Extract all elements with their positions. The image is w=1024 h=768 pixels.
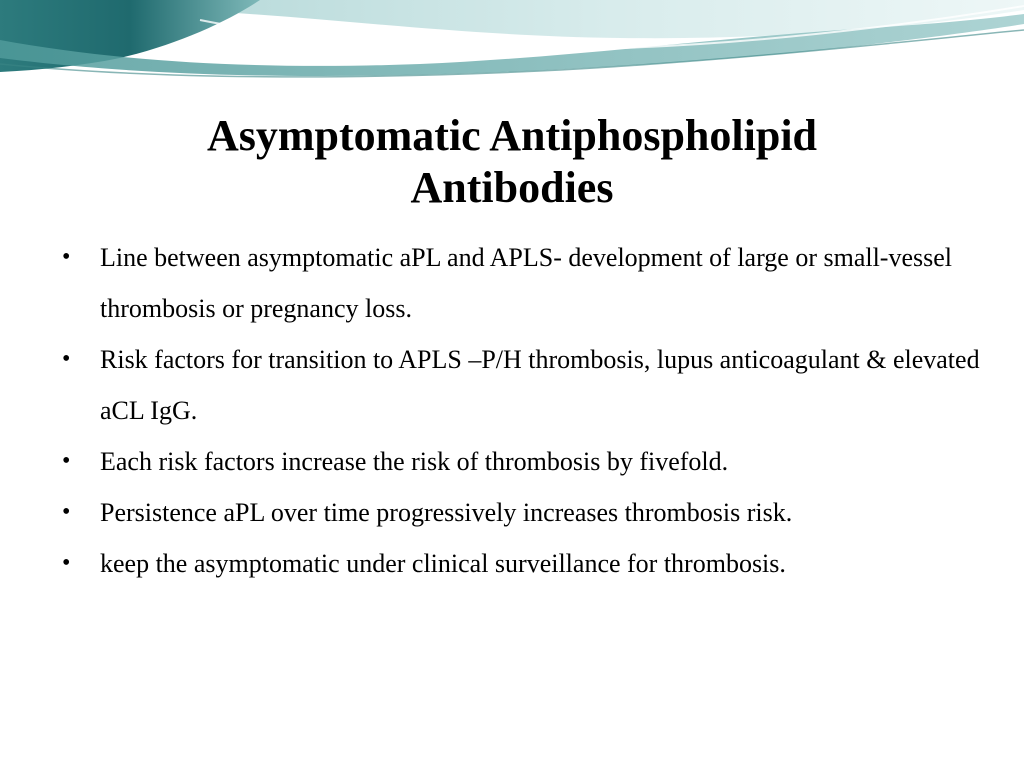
bullet-icon: • bbox=[62, 499, 71, 525]
bullet-text: keep the asymptomatic under clinical surveillance for thrombosis. bbox=[100, 549, 786, 578]
slide-title bbox=[0, 110, 1024, 214]
bullet-icon: • bbox=[62, 244, 71, 270]
bullet-text: Persistence aPL over time progressively increases thrombosis risk. bbox=[100, 498, 793, 527]
bullet-item bbox=[60, 232, 980, 334]
bullet-list bbox=[60, 232, 980, 589]
slide-title-line-1: Asymptomatic Antiphospholipid bbox=[206, 111, 818, 160]
bullet-text: Risk factors for transition to APLS –P/H thrombosis, lupus anticoagulant & elevated aCL IgG. bbox=[100, 345, 980, 425]
bullet-item bbox=[60, 334, 980, 436]
bullet-icon: • bbox=[62, 550, 71, 576]
bullet-icon: • bbox=[62, 346, 71, 372]
bullet-item bbox=[60, 487, 980, 538]
bullet-item bbox=[60, 436, 980, 487]
bullet-icon: • bbox=[62, 448, 71, 474]
bullet-item bbox=[60, 538, 980, 589]
bullet-text: Each risk factors increase the risk of thrombosis by fivefold. bbox=[100, 447, 729, 476]
bullet-text: Line between asymptomatic aPL and APLS- development of large or small-vessel thrombosis or pregnancy loss. bbox=[100, 243, 953, 323]
slide-title-line-2: Antibodies bbox=[410, 163, 614, 212]
wave-banner-decoration bbox=[0, 0, 1024, 80]
